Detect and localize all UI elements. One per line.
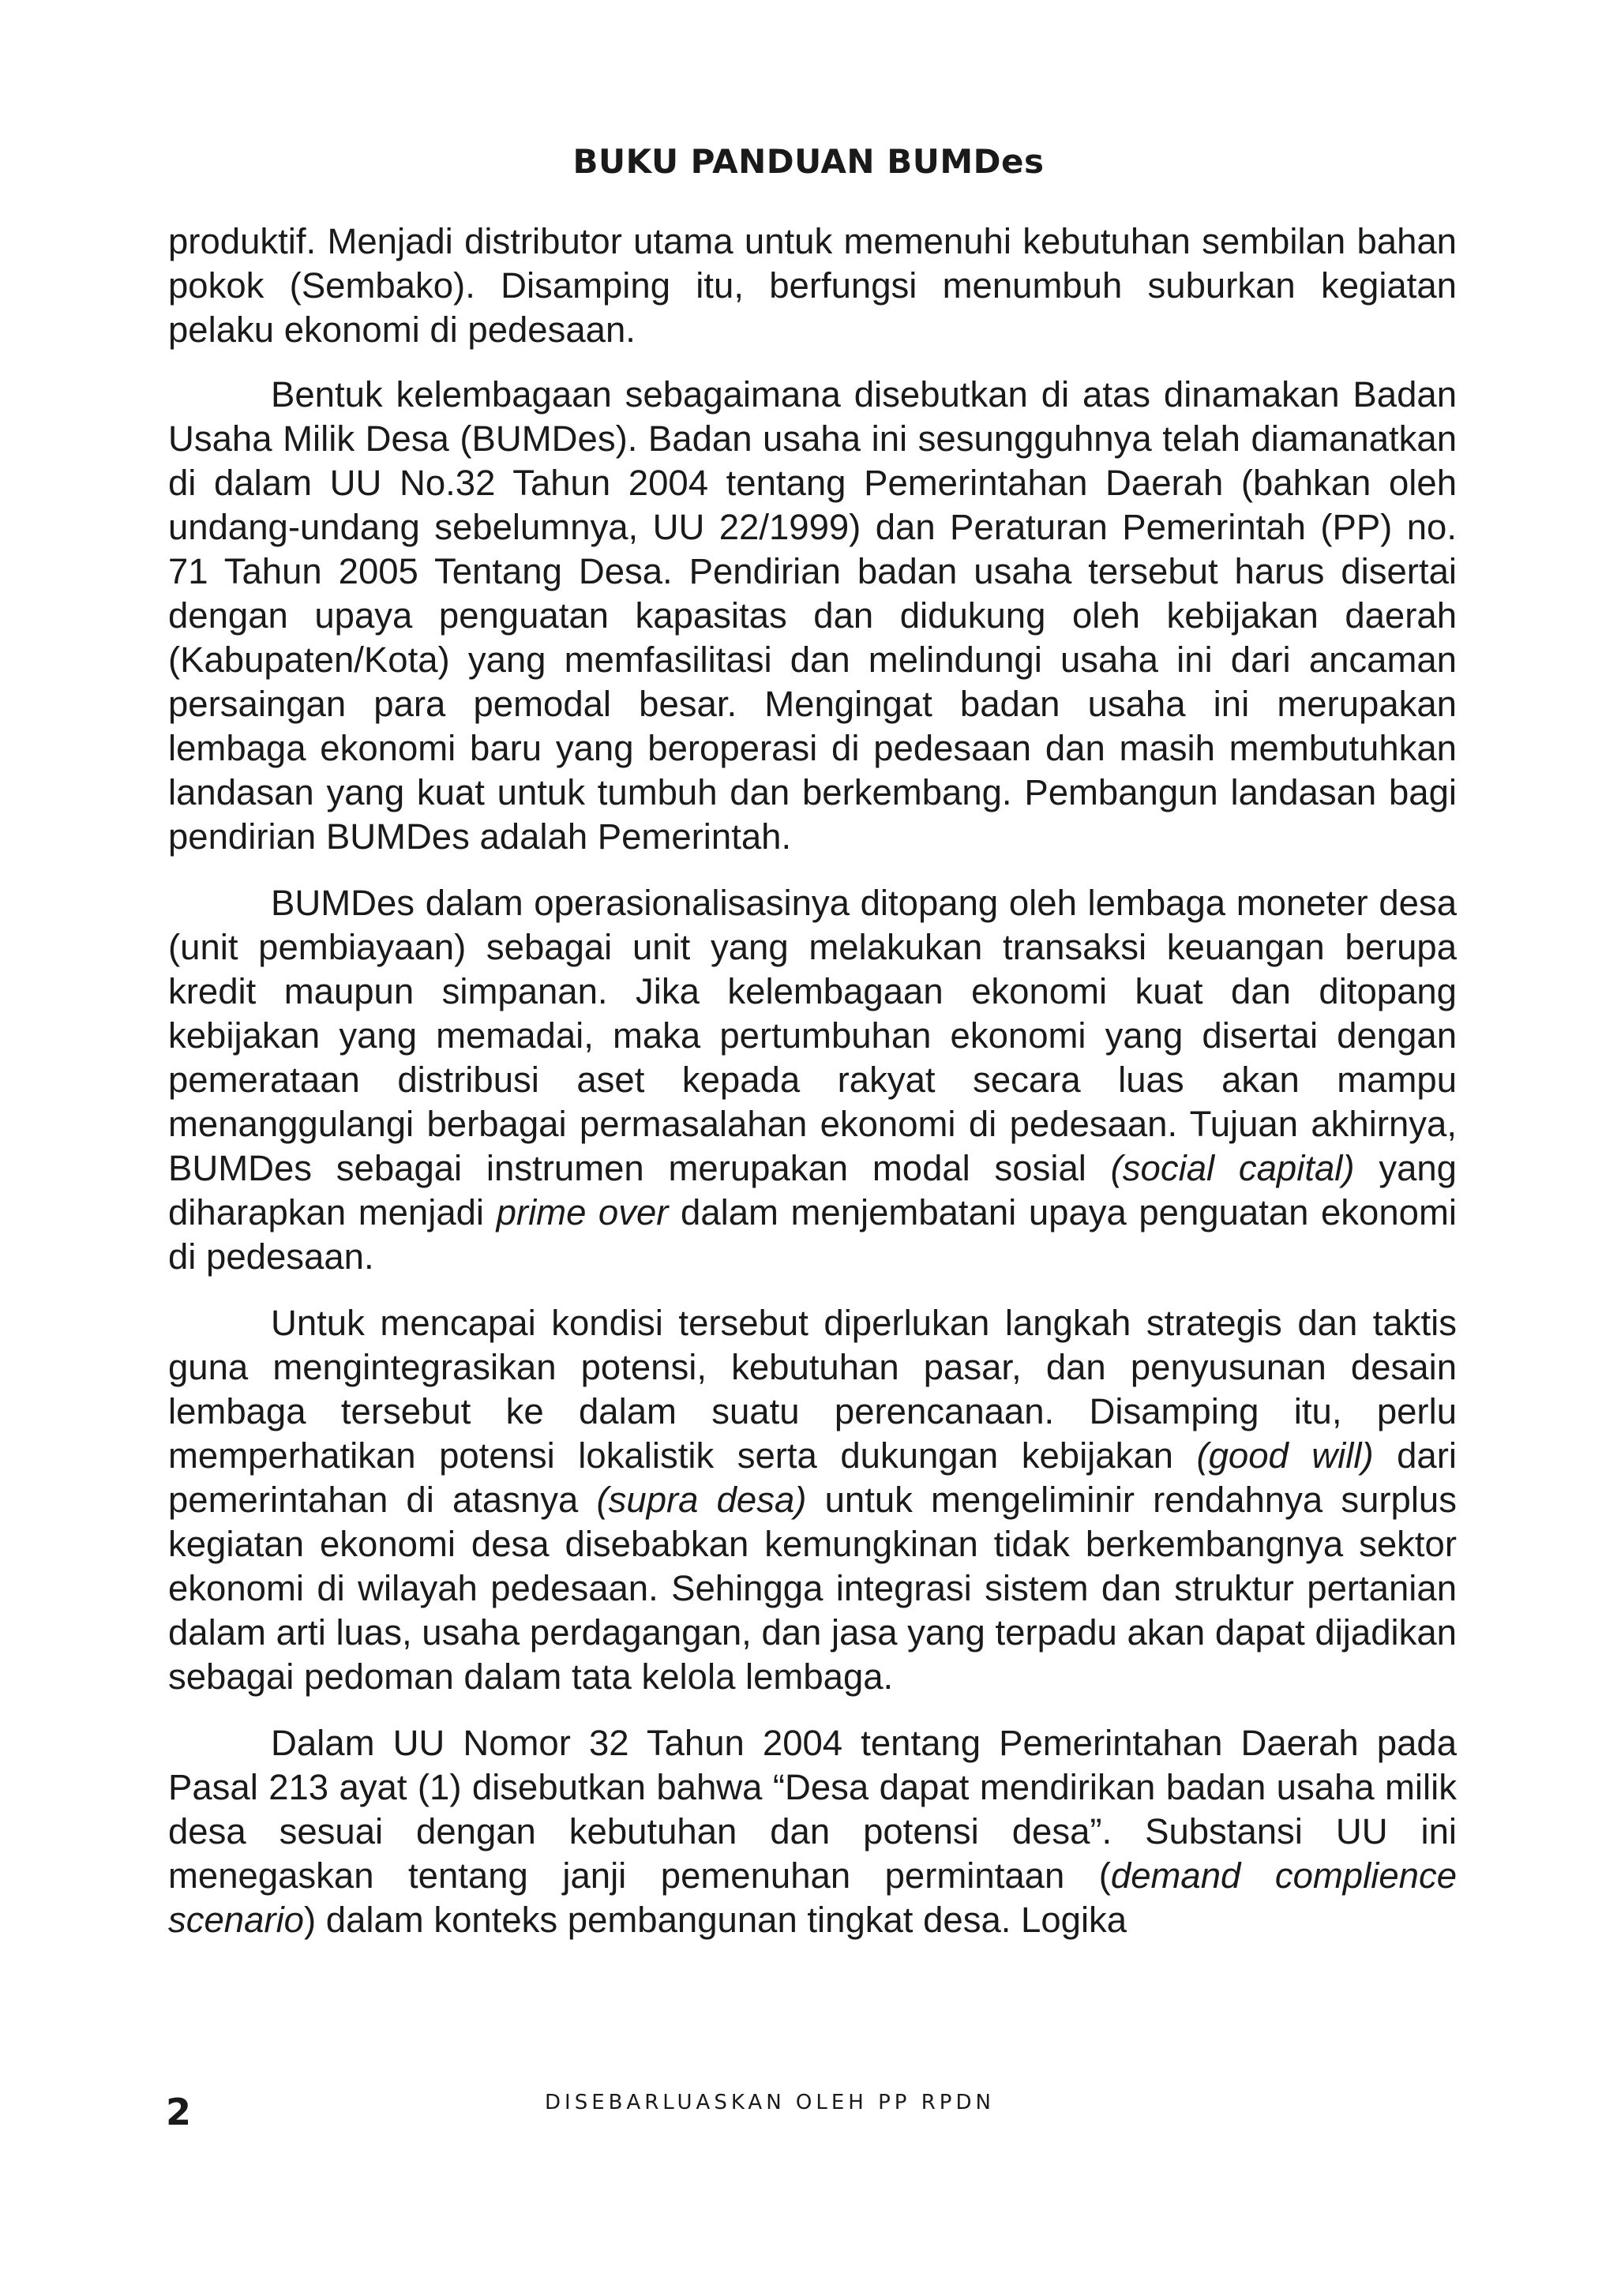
page-header-title: BUKU PANDUAN BUMDes <box>572 142 1045 181</box>
paragraph-text: Dalam UU Nomor 32 Tahun 2004 tentang Pemerintahan Daerah pada Pasal 213 ayat (1) disebutkan bahwa “Desa dapat mendirikan badan usaha milik desa sesuai dengan kebutuhan dan potensi desa”. Substansi UU ini menegaskan tentang janji pemenuhan permintaan ( <box>168 1723 1457 1896</box>
paragraph-text: yang diharapkan menjadi <box>168 1148 1457 1232</box>
paragraph-text: dari pemerintahan di atasnya <box>168 1435 1457 1520</box>
page-number: 2 <box>166 2091 192 2133</box>
italic-term: (social capital) <box>1110 1148 1355 1188</box>
italic-term: (supra desa) <box>596 1480 807 1520</box>
paragraph-3 <box>168 881 1457 1279</box>
italic-term: demand complience scenario <box>168 1855 1457 1940</box>
paragraph-text: ) dalam konteks pembangunan tingkat desa. Logika <box>303 1900 1127 1940</box>
paragraph-1 <box>168 219 1457 352</box>
footer-text: DISEBARLUASKAN OLEH PP RPDN <box>545 2091 995 2114</box>
paragraph-text: BUMDes dalam operasionalisasinya ditopang oleh lembaga moneter desa (unit pembiayaan) sebagai unit yang melakukan transaksi keuangan berupa kredit maupun simpanan. Jika kelembagaan ekonomi kuat dan ditopang kebijakan yang memadai, maka pertumbuhan ekonomi yang disertai dengan pemerataan distribusi aset kepada rakyat secara luas akan mampu menanggulangi berbagai permasalahan ekonomi di pedesaan. Tujuan akhirnya, BUMDes sebagai instrumen merupakan modal sosial <box>168 883 1457 1188</box>
paragraph-2 <box>168 373 1457 859</box>
paragraph-text: Untuk mencapai kondisi tersebut diperlukan langkah strategis dan taktis guna mengintegrasikan potensi, kebutuhan pasar, dan penyusunan desain lembaga tersebut ke dalam suatu perencanaan. Disamping itu, perlu memperhatikan potensi lokalistik serta dukungan kebijakan <box>168 1303 1457 1476</box>
paragraph-text: produktif. Menjadi distributor utama untuk memenuhi kebutuhan sembilan bahan pokok (Sembako). Disamping itu, berfungsi menumbuh suburkan kegiatan pelaku ekonomi di pedesaan. <box>168 221 1457 350</box>
paragraph-4 <box>168 1301 1457 1699</box>
paragraph-text: Bentuk kelembagaan sebagaimana disebutkan di atas dinamakan Badan Usaha Milik Desa (BUMDes). Badan usaha ini sesungguhnya telah diamanatkan di dalam UU No.32 Tahun 2004 tentang Pemerintahan Daerah (bahkan oleh undang-undang sebelumnya, UU 22/1999) dan Peraturan Pemerintah (PP) no. 71 Tahun 2005 Tentang Desa. Pendirian badan usaha tersebut harus disertai dengan upaya penguatan kapasitas dan didukung oleh kebijakan daerah (Kabupaten/Kota) yang memfasilitasi dan melindungi usaha ini dari ancaman persaingan para pemodal besar. Mengingat badan usaha ini merupakan lembaga ekonomi baru yang beroperasi di pedesaan dan masih membutuhkan landasan yang kuat untuk tumbuh dan berkembang. Pembangun landasan bagi pendirian BUMDes adalah Pemerintah. <box>168 374 1457 857</box>
document-body <box>168 219 1457 1964</box>
italic-term: prime over <box>496 1192 669 1232</box>
paragraph-5 <box>168 1721 1457 1942</box>
paragraph-text: dalam menjembatani upaya penguatan ekonomi di pedesaan. <box>168 1192 1457 1277</box>
paragraph-text: untuk mengeliminir rendahnya surplus kegiatan ekonomi desa disebabkan kemungkinan tidak berkembangnya sektor ekonomi di wilayah pedesaan. Sehingga integrasi sistem dan struktur pertanian dalam arti luas, usaha perdagangan, dan jasa yang terpadu akan dapat dijadikan sebagai pedoman dalam tata kelola lembaga. <box>168 1480 1457 1697</box>
italic-term: (good will) <box>1196 1435 1374 1476</box>
